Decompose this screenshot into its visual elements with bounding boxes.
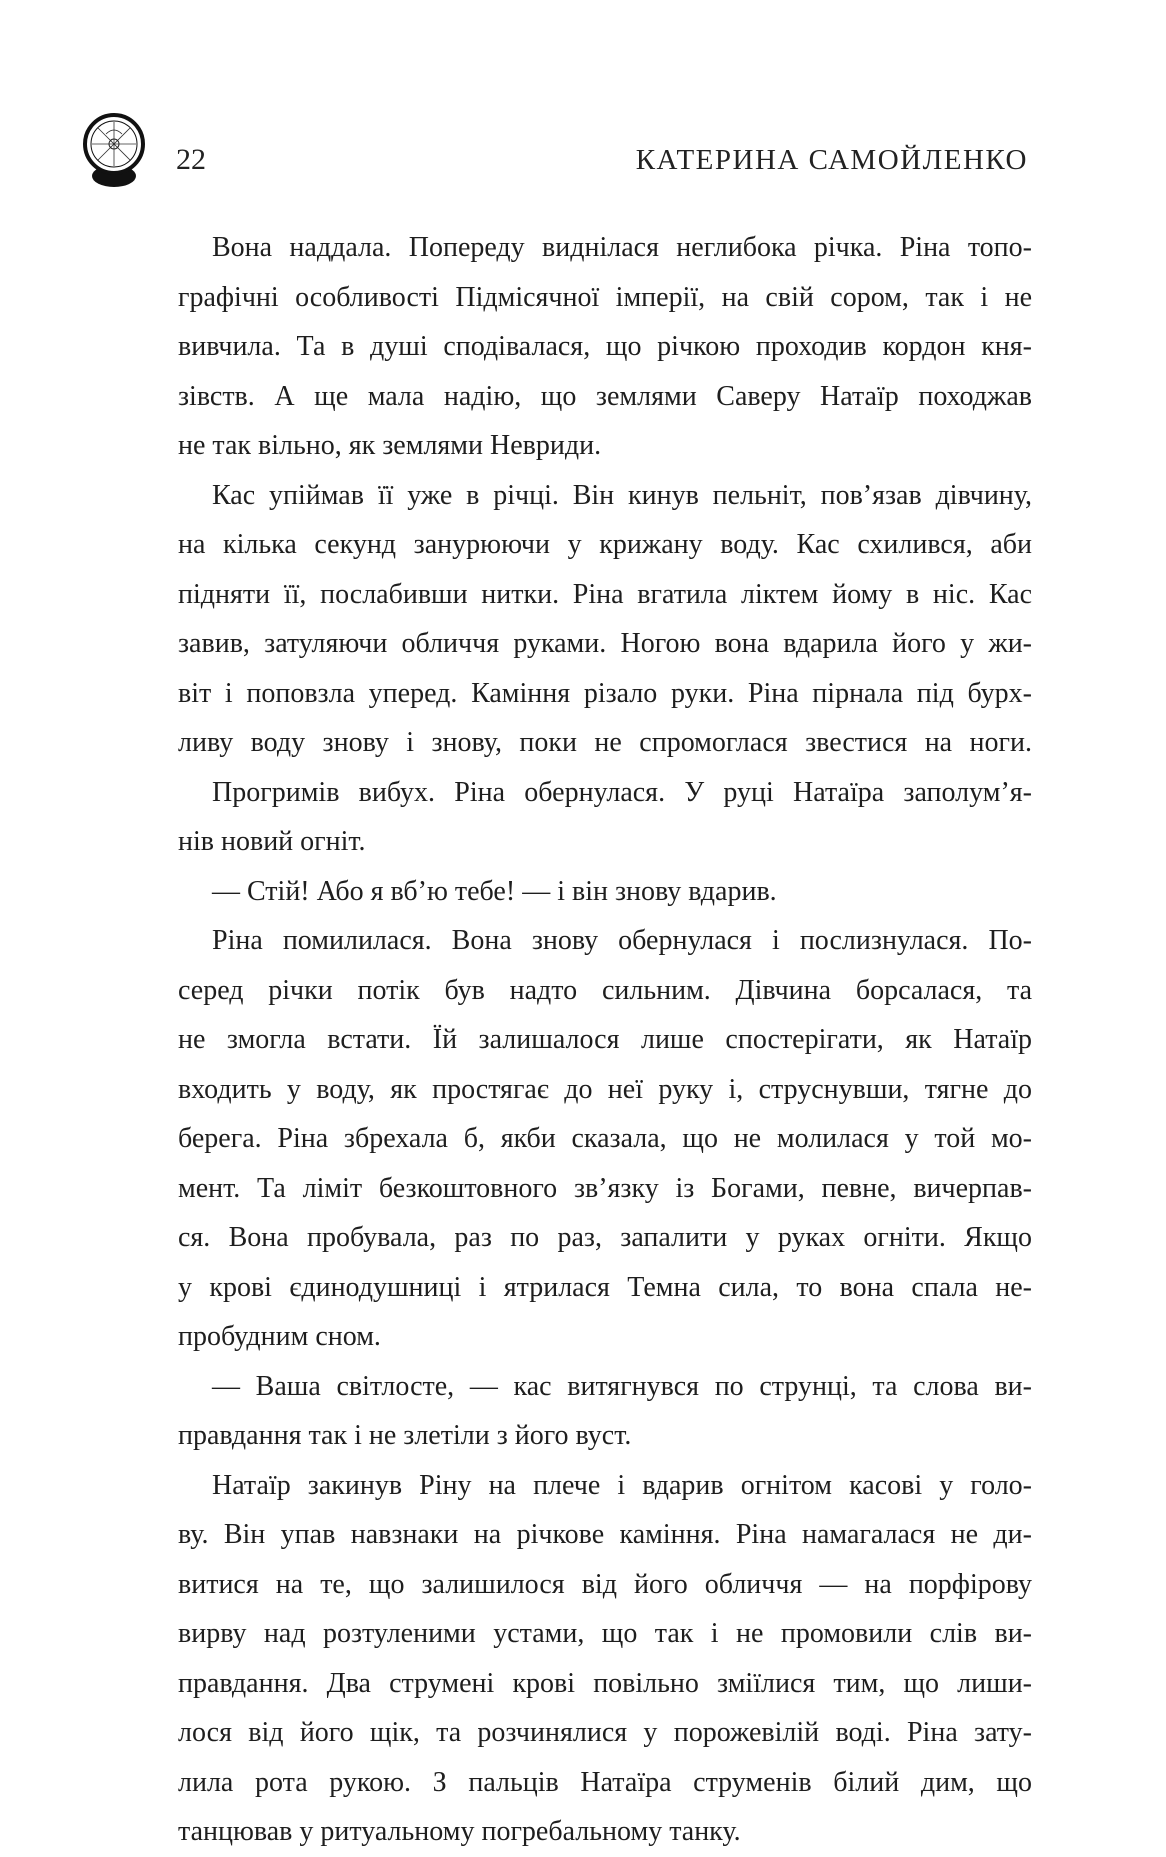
text-line: — Ваша світлосте, — кас витягнувся по струнці, та слова ви- xyxy=(212,1370,1032,1402)
text-line: Натаїр закинув Ріну на плече і вдарив огнітом касові у голо- xyxy=(212,1469,1032,1501)
text-line: витися на те, що залишилося від його обличчя — на порфірову xyxy=(178,1568,1032,1600)
text-line: лила рота рукою. З пальців Натаїра струменів білий дим, що xyxy=(178,1766,1032,1798)
paragraph xyxy=(178,471,1032,768)
text-line: пробудним сном. xyxy=(178,1321,381,1352)
text-line: Вона наддала. Попереду виднілася неглибока річка. Ріна топо- xyxy=(212,232,1032,263)
text-line: правдання. Два струмені крові повільно зміїлися тим, що лиши- xyxy=(178,1667,1032,1699)
text-line: — Стій! Або я вб’ю тебе! — і він знову вдарив. xyxy=(212,875,777,907)
paragraph xyxy=(178,916,1032,1362)
text-line: входить у воду, як простягає до неї руку і, струснувши, тягне до xyxy=(178,1073,1032,1105)
text-line: танцював у ритуальному погребальному танку. xyxy=(178,1816,741,1847)
text-line: вирву над розтуленими устами, що так і не промовили слів ви- xyxy=(178,1618,1032,1649)
text-line: лося від його щік, та розчинялися у порожевілій воді. Ріна зату- xyxy=(178,1717,1032,1748)
body-text xyxy=(178,223,1032,1857)
text-line: вивчила. Та в душі сподівалася, що річкою проходив кордон кня- xyxy=(178,331,1032,362)
text-line: ву. Він упав навзнаки на річкове каміння. Ріна намагалася не ди- xyxy=(178,1519,1032,1550)
paragraph xyxy=(178,1461,1032,1857)
moon-globe-emblem-icon xyxy=(80,108,148,192)
dialogue-paragraph xyxy=(178,867,1032,917)
text-line: не змогла встати. Їй залишалося лише спостерігати, як Натаїр xyxy=(178,1024,1032,1055)
text-line: графічні особливості Підмісячної імперії, на свій сором, так і не xyxy=(178,281,1032,313)
paragraph xyxy=(178,768,1032,867)
text-line: Кас упіймав її уже в річці. Він кинув пельніт, пов’язав дівчину, xyxy=(212,479,1032,511)
text-line: ся. Вона пробувала, раз по раз, запалити у руках огніти. Якщо xyxy=(178,1222,1032,1253)
text-line: завив, затуляючи обличчя руками. Ногою вона вдарила його у жи- xyxy=(178,628,1032,659)
text-line: у крові єдинодушниці і ятрилася Темна сила, то вона спала не- xyxy=(178,1271,1032,1303)
paragraph xyxy=(178,223,1032,471)
text-line: зівств. А ще мала надію, що землями Саверу Натаїр походжав xyxy=(178,380,1032,412)
text-line: Ріна помилилася. Вона знову обернулася і послизнулася. По- xyxy=(212,925,1032,956)
text-line: на кілька секунд занурюючи у крижану воду. Кас схилився, аби xyxy=(178,529,1032,560)
text-line: Прогримів вибух. Ріна обернулася. У руці Натаїра заполум’я- xyxy=(212,776,1032,808)
text-line: підняти її, послабивши нитки. Ріна вгатила ліктем йому в ніс. Кас xyxy=(178,578,1032,610)
text-line: правдання так і не злетіли з його вуст. xyxy=(178,1420,632,1451)
text-line: берега. Ріна збрехала б, якби сказала, що не молилася у той мо- xyxy=(178,1123,1032,1154)
text-line: ливу воду знову і знову, поки не спромоглася звестися на ноги. xyxy=(178,727,1032,758)
text-line: віт і поповзла уперед. Каміння різало руки. Ріна пірнала під бурх- xyxy=(178,677,1032,709)
running-title: КАТЕРИНА САМОЙЛЕНКО xyxy=(635,144,1028,176)
text-line: мент. Та ліміт безкоштовного зв’язку із Богами, певне, вичерпав- xyxy=(178,1172,1032,1204)
text-line: серед річки потік був надто сильним. Дівчина борсалася, та xyxy=(178,974,1032,1006)
dialogue-paragraph xyxy=(178,1362,1032,1461)
text-line: нів новий огніт. xyxy=(178,826,366,857)
page-number: 22 xyxy=(176,143,206,176)
text-line: не так вільно, як землями Невриди. xyxy=(178,430,602,461)
